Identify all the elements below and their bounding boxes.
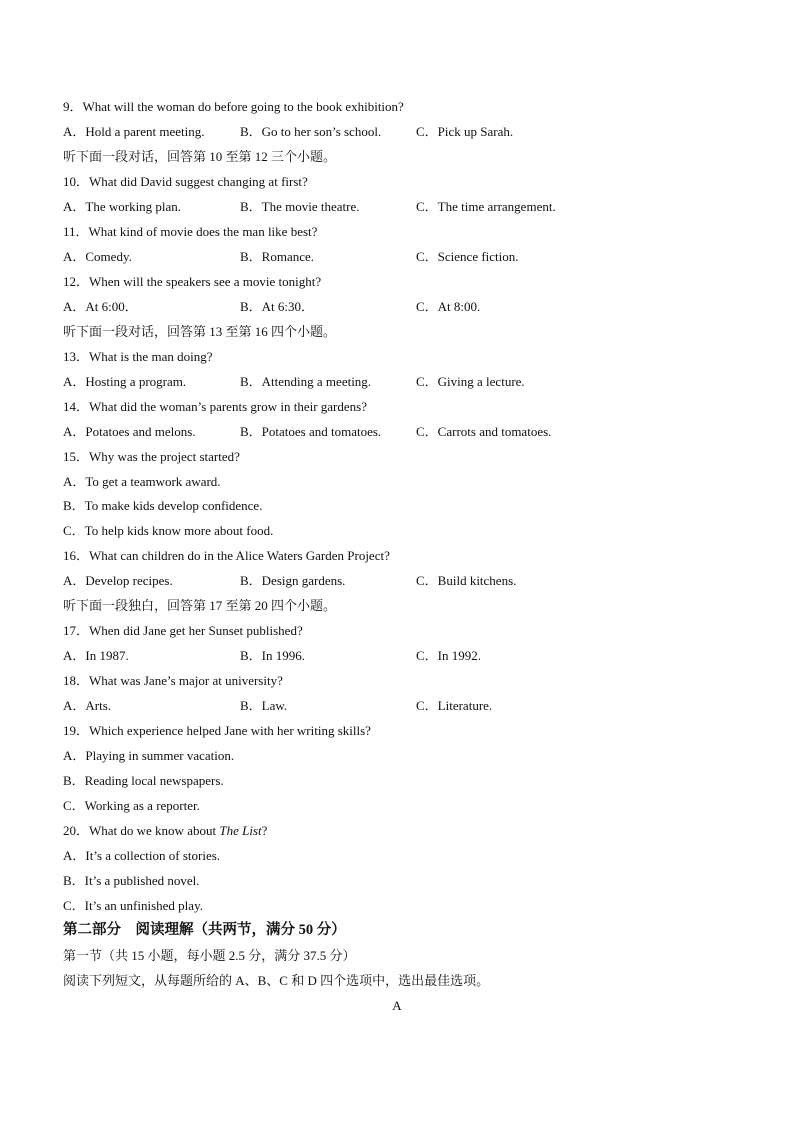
question-13: 13．What is the man doing?: [63, 349, 213, 364]
question-20: [63, 823, 267, 839]
option-14-a: A．Potatoes and melons.: [63, 424, 196, 439]
option-16-a: A．Develop recipes.: [63, 573, 173, 588]
question-18: 18．What was Jane’s major at university?: [63, 673, 283, 688]
option-10-b: B．The movie theatre.: [240, 199, 360, 214]
section-one-heading: 第一节（共 15 小题，每小题 2.5 分，满分 37.5 分）: [63, 948, 356, 963]
option-17-b: B．In 1996.: [240, 648, 306, 663]
option-18-c: C．Literature.: [416, 698, 493, 713]
option-15-c: C．To help kids know more about food.: [63, 523, 274, 538]
option-14-b: B．Potatoes and tomatoes.: [240, 424, 382, 439]
option-20-b: B．It’s a published novel.: [63, 873, 200, 888]
option-9-b: B．Go to her son’s school.: [240, 124, 382, 139]
option-10-c: C．The time arrangement.: [416, 199, 556, 214]
option-15-b: B．To make kids develop confidence.: [63, 498, 263, 513]
question-15: 15．Why was the project started?: [63, 449, 240, 464]
monologue-intro-17-20: 听下面一段独白，回答第 17 至第 20 四个小题。: [63, 598, 337, 613]
option-9-a: A．Hold a parent meeting.: [63, 124, 205, 139]
option-13-c: C．Giving a lecture.: [416, 374, 525, 389]
question-10: 10．What did David suggest changing at first?: [63, 174, 308, 189]
passage-label: A: [392, 998, 402, 1013]
question-20-suffix: ?: [261, 823, 268, 838]
question-17: 17．When did Jane get her Sunset published?: [63, 623, 303, 638]
option-19-c: C．Working as a reporter.: [63, 798, 200, 813]
option-18-a: A．Arts.: [63, 698, 112, 713]
question-11: 11．What kind of movie does the man like best?: [63, 224, 318, 239]
option-10-a: A．The working plan.: [63, 199, 182, 214]
option-17-c: C．In 1992.: [416, 648, 482, 663]
option-12-b: B．At 6:30．: [240, 299, 315, 314]
question-9: 9．What will the woman do before going to the book exhibition?: [63, 99, 404, 114]
option-9-c: C．Pick up Sarah.: [416, 124, 514, 139]
question-14: 14．What did the woman’s parents grow in their gardens?: [63, 399, 367, 414]
option-12-c: C．At 8:00.: [416, 299, 481, 314]
dialogue-intro-10-12: 听下面一段对话，回答第 10 至第 12 三个小题。: [63, 149, 337, 164]
question-12: 12．When will the speakers see a movie tonight?: [63, 274, 322, 289]
option-12-a: A．At 6:00．: [63, 299, 138, 314]
option-19-b: B．Reading local newspapers.: [63, 773, 224, 788]
option-14-c: C．Carrots and tomatoes.: [416, 424, 552, 439]
option-13-a: A．Hosting a program.: [63, 374, 187, 389]
question-19: 19．Which experience helped Jane with her writing skills?: [63, 723, 371, 738]
option-11-b: B．Romance.: [240, 249, 315, 264]
dialogue-intro-13-16: 听下面一段对话，回答第 13 至第 16 四个小题。: [63, 324, 337, 339]
option-16-c: C．Build kitchens.: [416, 573, 517, 588]
question-20-prefix: 20．What do we know about: [63, 823, 220, 838]
option-13-b: B．Attending a meeting.: [240, 374, 372, 389]
option-20-a: A．It’s a collection of stories.: [63, 848, 221, 863]
question-16: 16．What can children do in the Alice Waters Garden Project?: [63, 548, 390, 563]
option-15-a: A．To get a teamwork award.: [63, 474, 221, 489]
part-two-heading: 第二部分 阅读理解（共两节，满分 50 分）: [63, 922, 346, 938]
option-11-c: C．Science fiction.: [416, 249, 519, 264]
option-11-a: A．Comedy.: [63, 249, 132, 264]
reading-instructions: 阅读下列短文，从每题所给的 A、B、C 和 D 四个选项中，选出最佳选项。: [63, 973, 490, 988]
question-20-title: The List: [219, 823, 262, 838]
option-20-c: C．It’s an unfinished play.: [63, 898, 203, 913]
option-16-b: B．Design gardens.: [240, 573, 346, 588]
option-19-a: A．Playing in summer vacation.: [63, 748, 235, 763]
option-18-b: B．Law.: [240, 698, 288, 713]
option-17-a: A．In 1987.: [63, 648, 129, 663]
